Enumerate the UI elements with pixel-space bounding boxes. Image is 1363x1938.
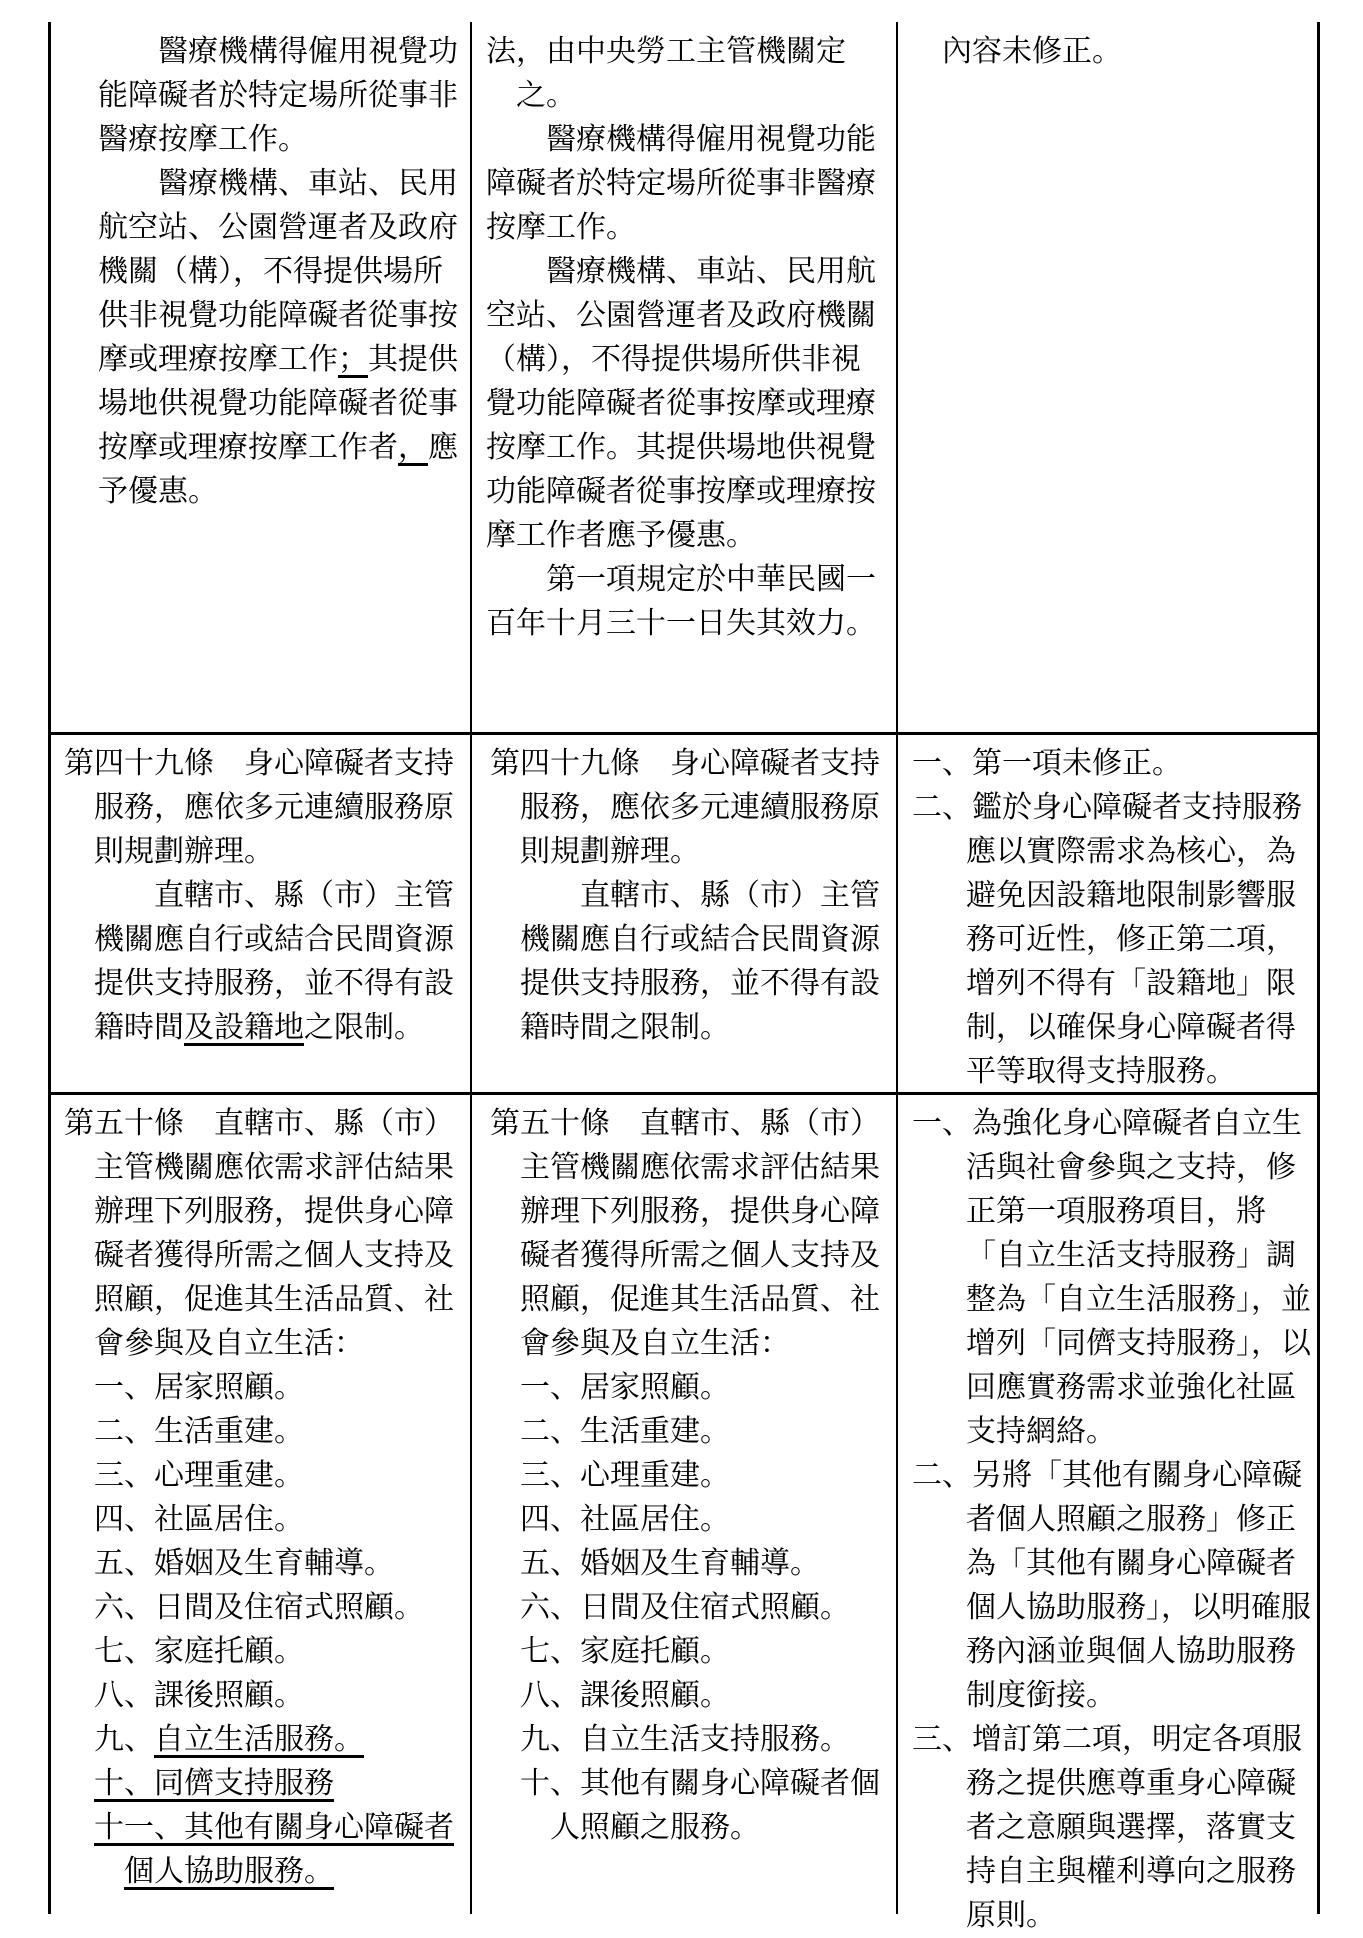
list-item: 四、社區居住。 [520,1502,730,1537]
list-item: 二、生活重建。 [520,1414,730,1449]
list-item: 十、同儕支持服務 [94,1766,334,1801]
explanation-item: 一、第一項未修正。 [912,746,1182,781]
paragraph: 醫療機構、車站、民用航空站、公園營運者及政府機關（構），不得提供場所供非視覺功能障礙者從事按摩或理療按摩工作。其提供場地供視覺功能障礙者從事按摩或理療按摩工作者應予優惠。 [486,254,876,553]
column-divider-2 [896,22,898,1914]
row1-col2-cell [486,30,881,646]
underlined-amendment: ； [338,342,368,377]
row1-col3-cell [912,30,1312,74]
list-item: 一、居家照顧。 [94,1370,304,1405]
paragraph: 直轄市、縣（市）主管機關應自行或結合民間資源提供支持服務，並不得有設籍時間之限制。 [520,878,880,1045]
list-item: 七、家庭托顧。 [94,1634,304,1669]
list-item: 九、自立生活支持服務。 [520,1722,850,1757]
column-divider-1 [470,22,472,1914]
list-item: 七、家庭托顧。 [520,1634,730,1669]
paragraph: 內容未修正。 [942,34,1122,69]
list-item: 三、心理重建。 [94,1458,304,1493]
paragraph: 醫療機構得僱用視覺功能障礙者於特定場所從事非醫療按摩工作。 [98,34,458,157]
list-item: 二、生活重建。 [94,1414,304,1449]
list-item: 六、日間及住宿式照顧。 [94,1590,424,1625]
table-left-border [48,22,51,1914]
list-item: 八、課後照顧。 [520,1678,730,1713]
row-divider-1 [48,732,1320,735]
row3-col3-cell [912,1102,1312,1938]
explanation-item: 二、鑑於身心障礙者支持服務應以實際需求為核心，為避免因設籍地限制影響服務可近性，修正第二項，增列不得有「設籍地」限制，以確保身心障礙者得平等取得支持服務。 [912,790,1302,1089]
list-item: 五、婚姻及生育輔導。 [94,1546,394,1581]
list-item: 五、婚姻及生育輔導。 [520,1546,820,1581]
list-item: 十一、其他有關身心障礙者個人協助服務。 [94,1810,454,1889]
row2-col1-cell [64,742,464,1050]
list-item: 三、心理重建。 [520,1458,730,1493]
paragraph: 醫療機構、車站、民用航空站、公園營運者及政府機關（構），不得提供場所供非視覺功能障礙者從事按摩或理療按摩工作；其提供場地供視覺功能障礙者從事按摩或理療按摩工作者，應予優惠。 [98,166,458,509]
article-heading: 第四十九條 身心障礙者支持服務，應依多元連續服務原則規劃辦理。 [64,746,454,869]
row3-col1-cell [64,1102,464,1894]
list-item: 四、社區居住。 [94,1502,304,1537]
underlined-amendment: 自立生活服務。 [154,1722,364,1757]
row1-col1-cell [68,30,463,514]
row2-col2-cell [490,742,882,1050]
paragraph: 醫療機構得僱用視覺功能障礙者於特定場所從事非醫療按摩工作。 [486,122,876,245]
service-list [64,1366,464,1894]
list-item: 六、日間及住宿式照顧。 [520,1590,850,1625]
explanation-item: 二、另將「其他有關身心障礙者個人照顧之服務」修正為「其他有關身心障礙者個人協助服務」，以明確服務內涵並與個人協助服務制度銜接。 [912,1458,1311,1713]
paragraph: 第一項規定於中華民國一百年十月三十一日失其效力。 [486,562,876,641]
list-item: 一、居家照顧。 [520,1370,730,1405]
article-heading: 第五十條 直轄市、縣（市）主管機關應依需求評估結果辦理下列服務，提供身心障礙者獲得所需之個人支持及照顧，促進其生活品質、社會參與及自立生活： [490,1106,880,1361]
row2-col3-cell [912,742,1312,1094]
article-heading: 第五十條 直轄市、縣（市）主管機關應依需求評估結果辦理下列服務，提供身心障礙者獲得所需之個人支持及照顧，促進其生活品質、社會參與及自立生活： [64,1106,454,1361]
table-right-border [1317,22,1320,1914]
article-heading: 第四十九條 身心障礙者支持服務，應依多元連續服務原則規劃辦理。 [490,746,880,869]
explanation-item: 一、為強化身心障礙者自立生活與社會參與之支持，修正第一項服務項目，將「自立生活支持服務」調整為「自立生活服務」，並增列「同儕支持服務」，以回應實務需求並強化社區支持網絡。 [912,1106,1311,1449]
service-list [490,1366,882,1850]
list-item: 十、其他有關身心障礙者個人照顧之服務。 [520,1766,880,1845]
list-item: 九、自立生活服務。 [94,1722,364,1757]
underlined-amendment: 及設籍地 [184,1010,304,1045]
underlined-amendment: ， [398,430,428,465]
explanation-item: 三、增訂第二項，明定各項服務之提供應尊重身心障礙者之意願與選擇，落實支持自主與權利導向之服務原則。 [912,1722,1302,1933]
list-item: 八、課後照顧。 [94,1678,304,1713]
paragraph: 直轄市、縣（市）主管機關應自行或結合民間資源提供支持服務，並不得有設籍時間及設籍地之限制。 [94,878,454,1045]
row3-col2-cell [490,1102,882,1850]
paragraph: 法，由中央勞工主管機關定之。 [486,34,846,113]
